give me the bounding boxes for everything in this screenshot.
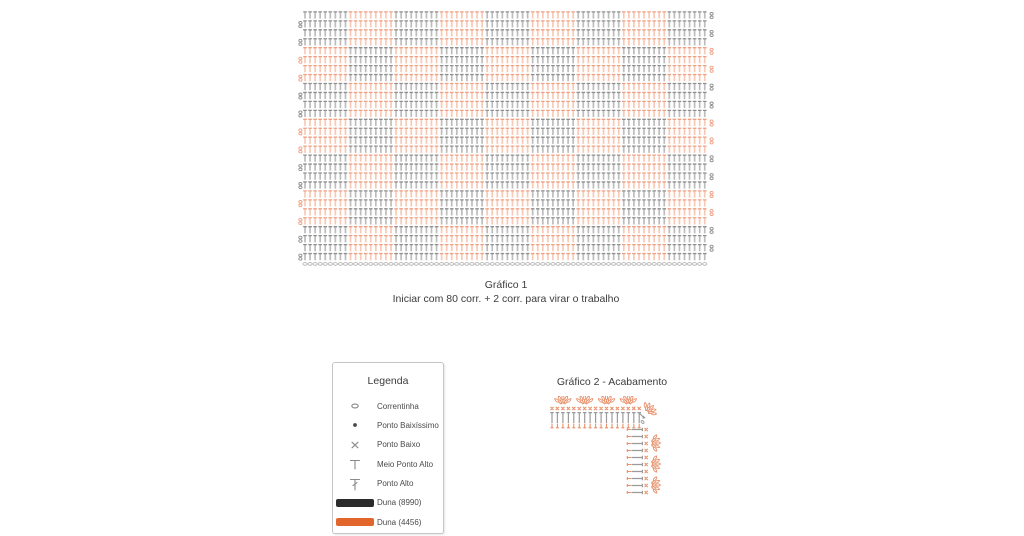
double-crochet-icon	[333, 476, 377, 492]
legend-item-label: Ponto Baixíssimo	[377, 420, 439, 430]
crochet-edging-diagram	[546, 396, 678, 514]
legend-item	[333, 419, 443, 431]
grafico-2-title: Gráfico 2 - Acabamento	[556, 376, 668, 388]
legend-title: Legenda	[367, 375, 409, 387]
crochet-grid-diagram	[298, 8, 714, 268]
grafico-1-instructions: Iniciar com 80 corr. + 2 corr. para virar o trabalho	[392, 292, 620, 305]
legend-item	[333, 497, 443, 509]
yarn-swatch-dark	[333, 499, 377, 507]
grafico-1-caption	[298, 279, 714, 306]
legend-item	[333, 400, 443, 412]
legend-item-label: Meio Ponto Alto	[377, 459, 434, 469]
legend-item-label: Ponto Alto	[377, 479, 414, 489]
chain-icon	[333, 398, 377, 414]
legend-item-label: Ponto Baixo	[377, 440, 421, 450]
legend-item	[333, 478, 443, 490]
grafico-1-title: Gráfico 1	[484, 279, 528, 291]
legend-item-label: Duna (4456)	[377, 517, 422, 527]
legend-items	[333, 400, 443, 528]
single-crochet-icon	[333, 437, 377, 453]
legend-item-label: Duna (8990)	[377, 498, 422, 508]
half-double-crochet-icon	[333, 456, 377, 472]
yarn-swatch-orange	[333, 518, 377, 526]
legend-item	[333, 458, 443, 470]
legend-box	[332, 362, 444, 534]
legend-item	[333, 439, 443, 451]
slip-stitch-icon	[333, 417, 377, 433]
legend-item-label: Correntinha	[377, 401, 419, 411]
legend-item	[333, 516, 443, 528]
